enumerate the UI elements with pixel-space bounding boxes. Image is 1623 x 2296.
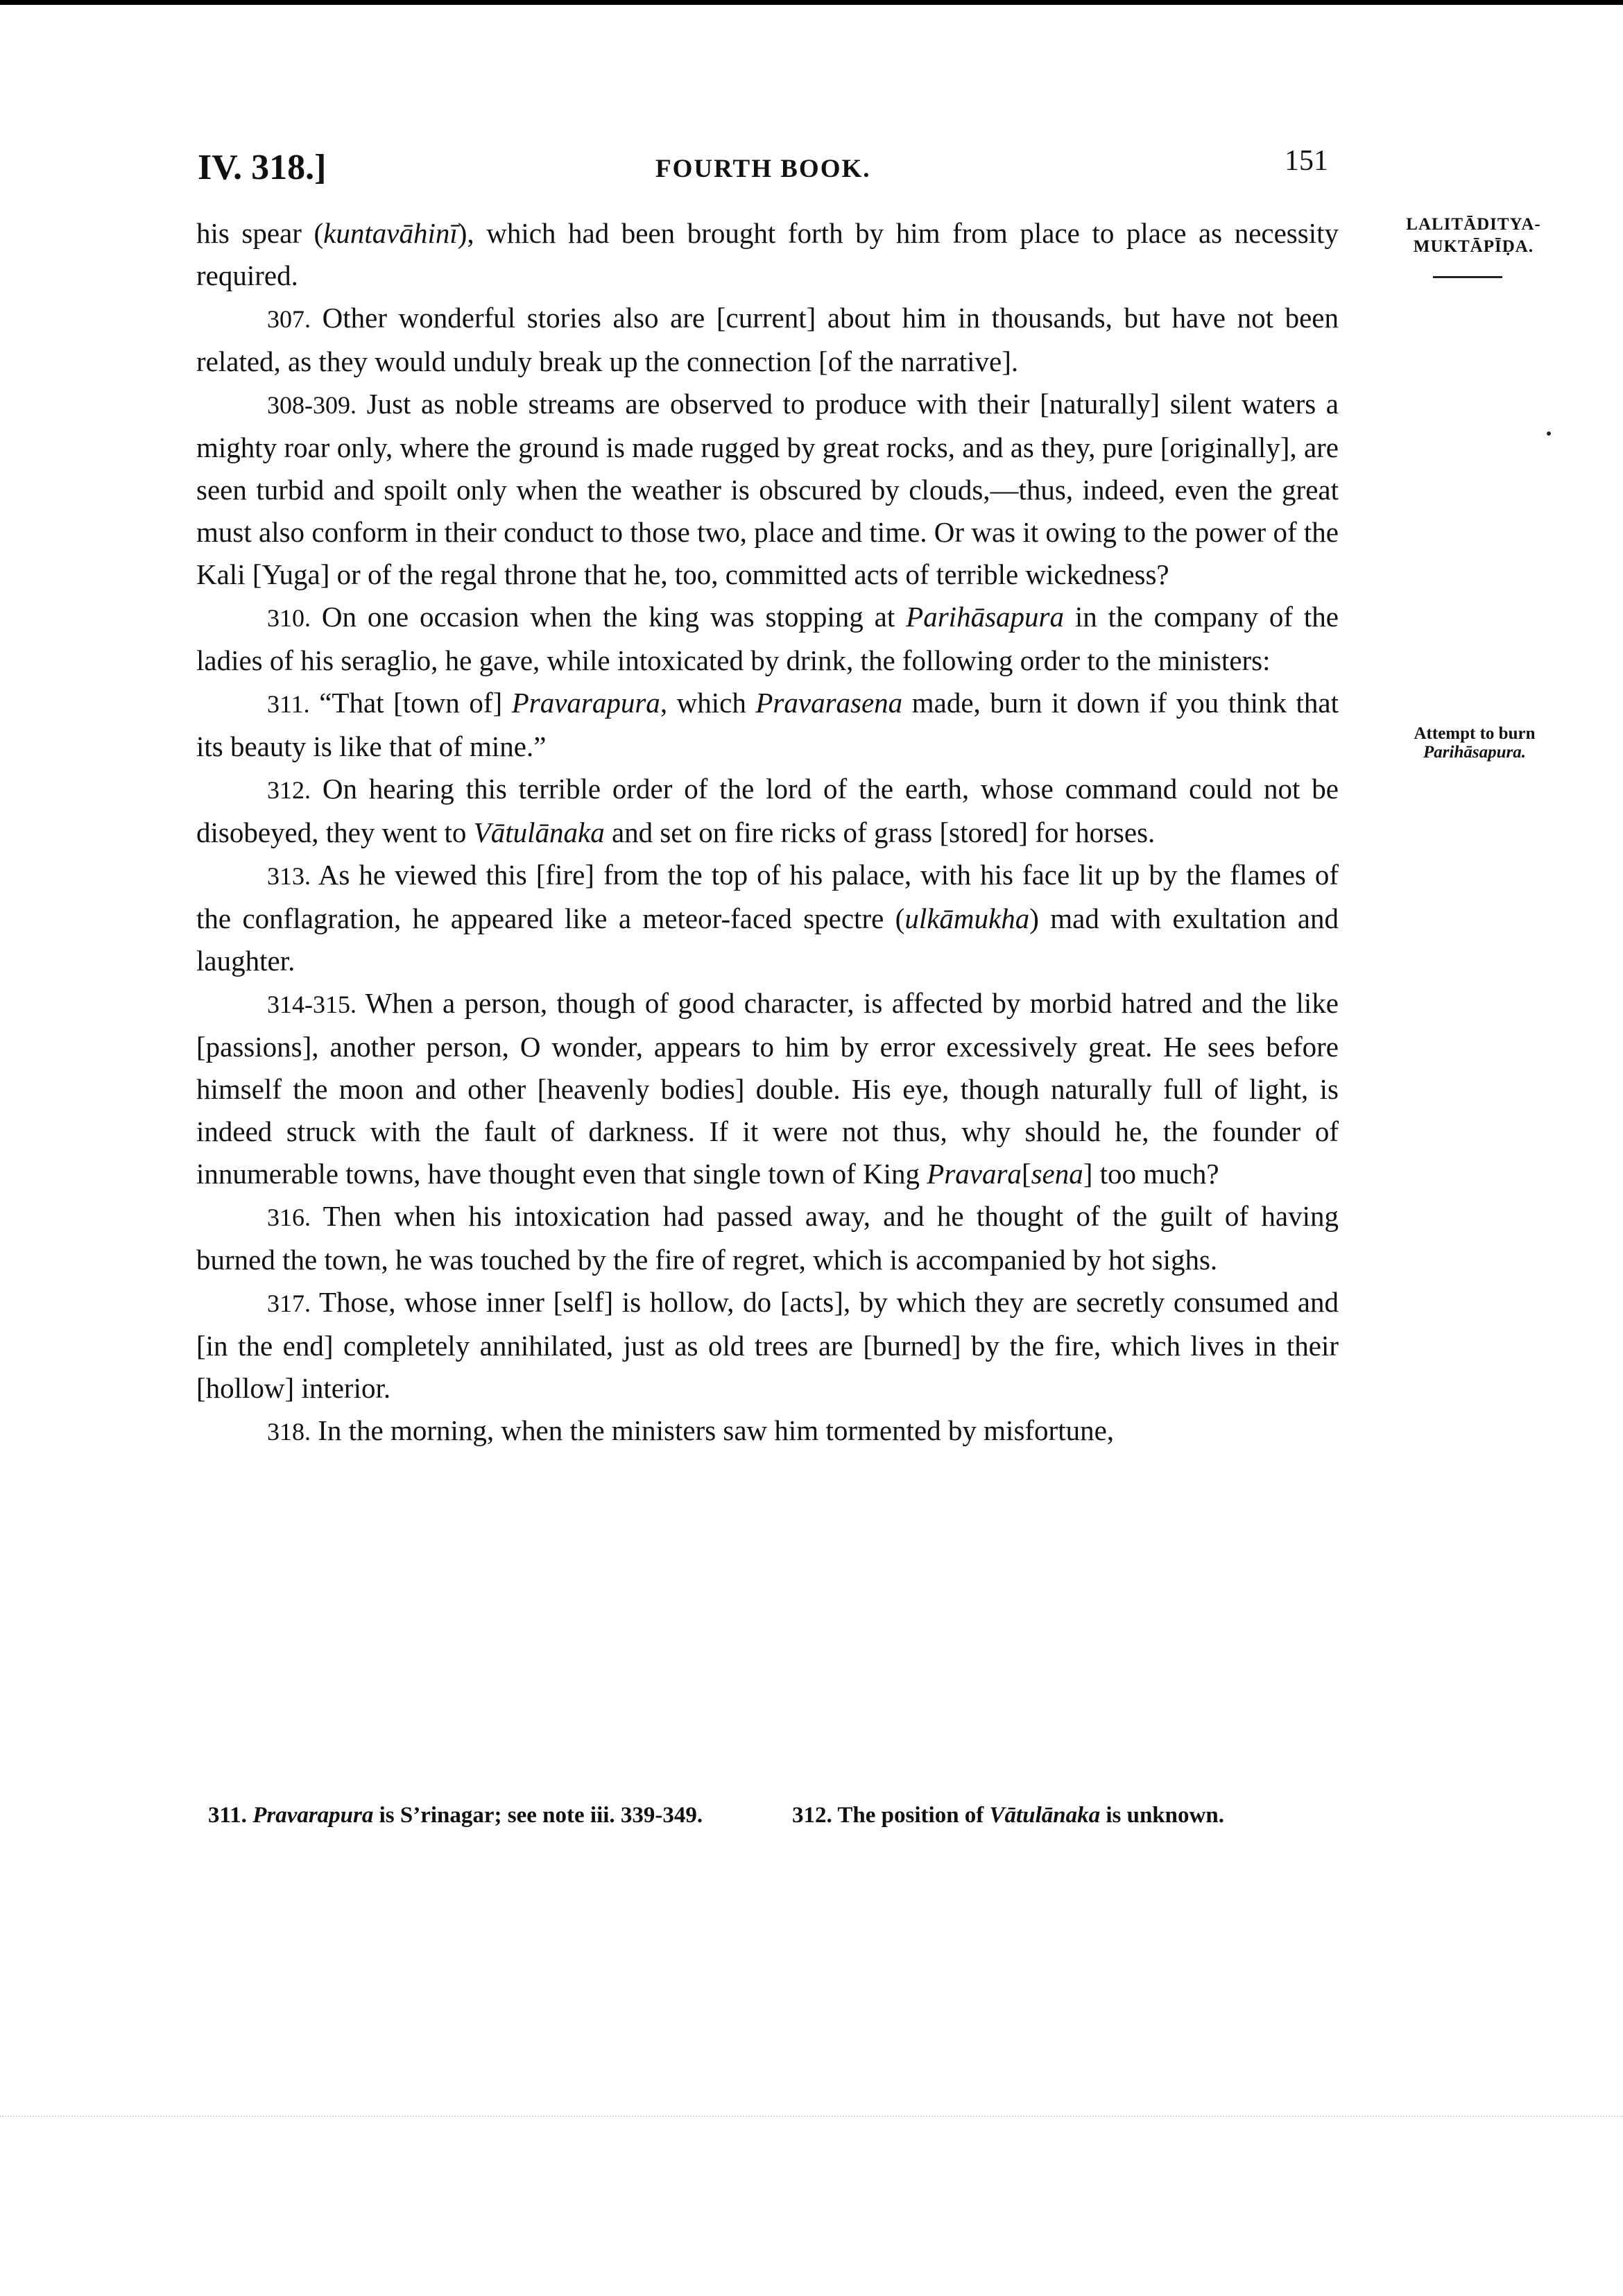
italic-term: ulkāmukha [904,902,1030,934]
italic-term: Pravara [927,1158,1022,1190]
paragraph-311 [196,682,1339,768]
top-border [0,0,1623,5]
paragraph-308-309 [196,383,1339,596]
text-run: Other wonderful stories also are [current] about him in thousands, but have not been related, as they would unduly break up the connection [of the narrative]. [196,302,1339,377]
italic-term: Vātulānaka [989,1803,1101,1828]
text-run: “That [town of] [319,687,512,719]
footnote-number: 311. [208,1803,247,1828]
sidenote-rule [1433,276,1502,278]
text-run: [ [1021,1158,1031,1190]
main-text [196,212,1339,1453]
scan-dotted-line [0,2116,1623,2119]
text-run: ), which had been brought forth by him from place to place as necessity required. [196,217,1339,291]
text-run: ) mad with exultation and laughter. [196,902,1339,977]
paragraph-318 [196,1410,1339,1453]
italic-term: Pravarapura [252,1803,374,1828]
verse-number: 313. [267,862,311,890]
footnote-number: 312. [792,1803,832,1828]
text-run: The position of [837,1803,990,1828]
text-run: and set on fire ricks of grass [stored] for horses. [604,816,1156,848]
verse-number: 307. [267,305,311,333]
italic-term: sena [1031,1158,1083,1190]
text-run: is unknown. [1100,1803,1224,1828]
text-run: In the morning, when the ministers saw him tormented by misfortune, [318,1414,1115,1446]
text-run: When a person, though of good character, is affected by morbid hatred and the like [passions], another person, O wonder, appears to him by error excessively great. He sees before himself the moon and other [heavenly bodies] double. His eye, though naturally full of light, is indeed struck with the fault of darkness. If it were not thus, why should he, the founder of innumerable towns, have thought even that single town of King [196,987,1339,1190]
running-head-section: IV. 318.] [198,148,327,187]
sidenote-attempt-line1: Attempt to burn [1414,724,1536,743]
text-run: Then when his intoxication had passed away, and he thought of the guilt of having burned the town, he was touched by the fire of regret, which is accompanied by hot sighs. [196,1200,1339,1276]
italic-term: kuntavāhinī [323,217,458,249]
verse-number: 318. [267,1418,311,1446]
text-run: Just as noble streams are observed to produce with their [naturally] silent waters a mighty roar only, where the ground is made rugged by great rocks, and as they, pure [originally], are seen turbid and spoilt only when the weather is obscured by clouds,—thus, indeed, even the great must also conform in their conduct to those two, place and time. Or was it owing to the power of the Kali [Yuga] or of the regal throne that he, too, committed acts of terrible wickedness? [196,388,1339,590]
paragraph-313 [196,854,1339,982]
paragraph-316 [196,1195,1339,1281]
italic-term: Pravarasena [755,687,903,719]
sidenote-king-line1: LALITĀDITYA- [1406,215,1541,234]
paragraph-317 [196,1281,1339,1410]
paragraph-314-315 [196,982,1339,1195]
italic-term: Vātulānaka [473,816,605,848]
text-run: ] too much? [1083,1158,1219,1190]
text-run: Those, whose inner [self] is hollow, do [acts], by which they are secretly consumed and [in the end] completely annihilated, just as old trees are [burned] by the fire, which lives in their [hollow] interior. [196,1286,1339,1404]
text-run: his spear ( [196,217,324,249]
running-head-title: FOURTH BOOK. [655,155,871,183]
text-run: , which [660,687,756,719]
text-run: As he viewed this [fire] from the top of his palace, with his face lit up by the flames of the conflagration, he appeared like a meteor-faced spectre ( [196,859,1339,934]
sidenote-king-line2: MUKTĀPĪḌA. [1413,237,1534,256]
text-run: is S’rinagar; see note iii. 339-349. [373,1803,703,1828]
paragraph-continuation [196,212,1339,297]
sidenote-attempt-line2: Parihāsapura. [1423,743,1526,762]
verse-number: 310. [267,604,311,632]
verse-number: 312. [267,776,311,804]
text-run: made, burn it down if you think that its beauty is like that of mine.” [196,687,1339,762]
page-number: 151 [1285,145,1328,177]
text-run: in the company of the ladies of his seraglio, he gave, while intoxicated by drink, the following order to the ministers: [196,601,1339,676]
verse-number: 316. [267,1203,311,1231]
sidenote-king-name [1396,214,1552,258]
verse-number: 317. [267,1290,311,1317]
footnote-311 [208,1801,756,1829]
verse-number: 314-315. [267,991,357,1018]
paragraph-310 [196,596,1339,682]
sidenote-attempt-to-burn [1384,724,1565,762]
verse-number: 311. [267,690,310,718]
italic-term: Pravarapura [511,687,660,719]
scan-speck [1547,431,1551,436]
italic-term: Parihāsapura [906,601,1064,633]
paragraph-312 [196,768,1339,854]
text-run: On hearing this terrible order of the lord of the earth, whose command could not be disobeyed, they went to [196,773,1339,848]
verse-number: 308-309. [267,391,357,419]
paragraph-307 [196,297,1339,383]
footnote-312 [792,1801,1340,1829]
text-run: On one occasion when the king was stopping at [321,601,907,633]
